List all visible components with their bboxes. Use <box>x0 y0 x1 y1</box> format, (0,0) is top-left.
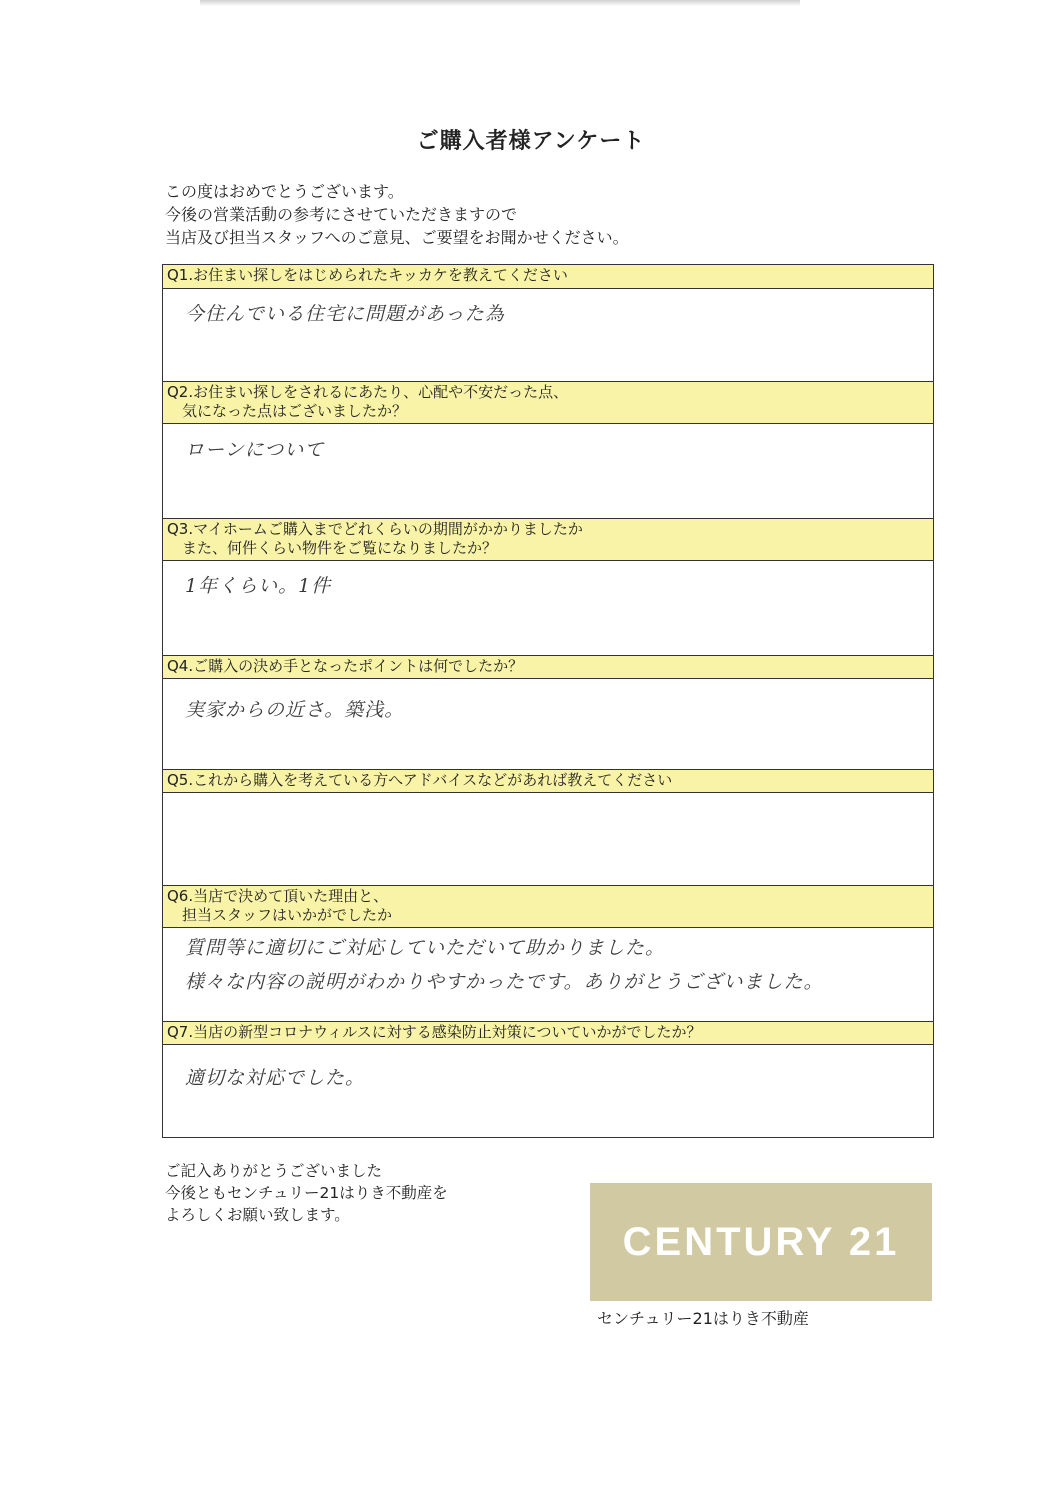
question-2-header <box>163 381 933 424</box>
question-5-header <box>163 769 933 793</box>
intro-text <box>165 180 629 249</box>
closing-line-2: 今後ともセンチュリー21はりき不動産を <box>165 1184 448 1202</box>
logo-text: CENTURY 21 <box>622 1219 900 1264</box>
closing-line-3: よろしくお願い致します。 <box>165 1206 350 1224</box>
century21-logo <box>590 1183 932 1301</box>
question-1-line-1: Q1.お住まい探しをはじめられたキッカケを教えてください <box>167 266 568 284</box>
survey-form <box>162 264 934 1138</box>
closing-text <box>165 1160 448 1226</box>
scan-edge-shadow <box>200 0 800 6</box>
intro-line-2: 今後の営業活動の参考にさせていただきますので <box>165 205 518 224</box>
question-5-line-1: Q5.これから購入を考えている方へアドバイスなどがあれば教えてください <box>167 771 673 789</box>
page-title: ご購入者様アンケート <box>416 129 646 154</box>
answer-2-line-1: ローンについて <box>185 439 325 461</box>
answer-7-line-1: 適切な対応でした。 <box>185 1067 366 1089</box>
question-6-line-1: Q6.当店で決めて頂いた理由と、 <box>167 887 389 905</box>
closing-line-1: ご記入ありがとうございました <box>165 1162 383 1180</box>
company-name: センチュリー21はりき不動産 <box>597 1309 809 1328</box>
answer-6-line-2: 様々な内容の説明がわかりやすかったです。ありがとうございました。 <box>185 971 824 993</box>
question-7-line-1: Q7.当店の新型コロナウィルスに対する感染防止対策についていかがでしたか？ <box>167 1023 702 1041</box>
answer-7 <box>185 1061 923 1095</box>
intro-line-3: 当店及び担当スタッフへのご意見、ご要望をお聞かせください。 <box>165 228 629 247</box>
answer-4-line-1: 実家からの近さ。築浅。 <box>185 699 405 721</box>
answer-1-line-1: 今住んでいる住宅に問題があった為 <box>185 303 505 325</box>
question-4-header <box>163 655 933 679</box>
answer-3-line-1: 1年くらい。1件 <box>185 575 332 597</box>
question-3-line-2: また、何件くらい物件をご覧になりましたか？ <box>167 539 498 557</box>
answer-1 <box>185 297 923 331</box>
question-1-header <box>163 265 933 289</box>
question-4-line-1: Q4.ご購入の決め手となったポイントは何でしたか？ <box>167 657 524 675</box>
answer-6-line-1: 質問等に適切にご対応していただいて助かりました。 <box>185 937 666 959</box>
question-6-header <box>163 885 933 928</box>
answer-6 <box>185 931 923 999</box>
question-6-line-2: 担当スタッフはいかがでしたか <box>167 906 393 924</box>
question-3-header <box>163 518 933 561</box>
answer-4 <box>185 693 923 727</box>
question-3-line-1: Q3.マイホームご購入までどれくらいの期間がかかりましたか <box>167 520 583 538</box>
answer-2 <box>185 433 923 467</box>
question-2-line-1: Q2.お住まい探しをされるにあたり、心配や不安だった点、 <box>167 383 569 401</box>
intro-line-1: この度はおめでとうございます。 <box>165 182 404 201</box>
question-2-line-2: 気になった点はございましたか？ <box>167 402 408 420</box>
question-7-header <box>163 1021 933 1045</box>
answer-3 <box>185 569 923 603</box>
